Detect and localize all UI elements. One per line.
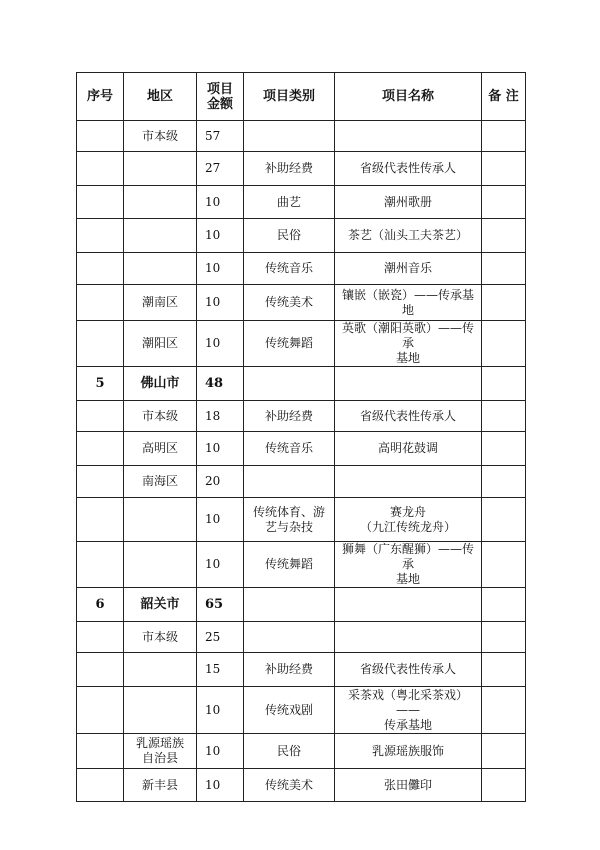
project-name-cell: [335, 588, 482, 622]
project-name-cell-text: 乳源瑶族服饰: [371, 743, 444, 758]
region-cell: [124, 186, 197, 219]
project-name-cell: [335, 186, 482, 219]
table-row: [77, 321, 526, 367]
category-cell: [244, 734, 335, 769]
region-cell: [124, 466, 197, 498]
region-cell: [124, 432, 197, 466]
region-cell-text: 市本级: [141, 408, 178, 423]
amount-cell: [197, 285, 244, 321]
seq-cell: [77, 253, 124, 285]
seq-cell: [77, 588, 124, 622]
project-name-cell-text: 采茶戏（粤北采茶戏）—— 传承基地: [347, 687, 468, 732]
category-cell: [244, 285, 335, 321]
note-cell: [482, 769, 526, 802]
region-cell: [124, 152, 197, 186]
region-cell: [124, 321, 197, 367]
amount-cell: [197, 401, 244, 432]
category-cell-text: 补助经费: [264, 408, 313, 423]
amount-cell: [197, 321, 244, 367]
amount-cell: [197, 367, 244, 401]
seq-cell: [77, 321, 124, 367]
category-cell: [244, 498, 335, 542]
amount-cell: [197, 466, 244, 498]
amount-cell: [197, 121, 244, 152]
header-note: 备 注: [482, 73, 526, 121]
note-cell: [482, 542, 526, 588]
region-cell: [124, 542, 197, 588]
region-cell-text: 潮阳区: [141, 336, 178, 350]
seq-cell: [77, 432, 124, 466]
project-name-cell-text: 狮舞（广东醒狮）——传承 基地: [341, 542, 474, 586]
project-name-cell-text: 省级代表性传承人: [359, 408, 456, 423]
project-name-cell-text: 潮州歌册: [383, 194, 432, 209]
seq-cell: [77, 121, 124, 152]
project-name-cell-text: 镶嵌（嵌瓷）——传承基地: [341, 287, 474, 317]
project-name-cell-text: 赛龙舟 （九江传统龙舟）: [359, 504, 456, 534]
table-row: [77, 219, 526, 253]
category-cell: [244, 186, 335, 219]
amount-cell: [197, 432, 244, 466]
amount-cell-text: 48: [205, 376, 224, 391]
table-row: [77, 152, 526, 186]
category-cell: [244, 152, 335, 186]
region-cell-text: 南海区: [141, 474, 178, 488]
project-name-cell: [335, 734, 482, 769]
region-cell: [124, 401, 197, 432]
category-cell-text: 传统舞蹈: [264, 336, 313, 350]
seq-cell: [77, 653, 124, 687]
note-cell: [482, 687, 526, 734]
category-cell-text: 民俗: [276, 228, 301, 242]
region-cell-text: 市本级: [141, 128, 178, 143]
project-name-cell: [335, 285, 482, 321]
region-cell: [124, 687, 197, 734]
note-cell: [482, 622, 526, 653]
project-name-cell: [335, 498, 482, 542]
note-cell: [482, 321, 526, 367]
project-name-cell: [335, 367, 482, 401]
table-row: [77, 466, 526, 498]
seq-cell: [77, 498, 124, 542]
region-cell: [124, 367, 197, 401]
note-cell: [482, 219, 526, 253]
amount-cell-text: 18: [205, 408, 221, 423]
category-cell: [244, 121, 335, 152]
header-amount: 项目 金额: [197, 73, 244, 121]
project-name-cell: [335, 253, 482, 285]
seq-cell: [77, 542, 124, 588]
amount-cell: [197, 734, 244, 769]
category-cell-text: 民俗: [276, 743, 301, 758]
category-cell: [244, 253, 335, 285]
category-cell: [244, 401, 335, 432]
amount-cell-text: 10: [205, 512, 221, 526]
project-name-cell: [335, 653, 482, 687]
note-cell: [482, 253, 526, 285]
note-cell: [482, 367, 526, 401]
project-name-cell-text: 高明花鼓调: [377, 441, 438, 455]
seq-cell-text: 5: [95, 376, 105, 391]
category-cell-text: 传统体育、游 艺与杂技: [252, 504, 325, 534]
region-cell-text: 高明区: [141, 441, 178, 455]
project-name-cell: [335, 321, 482, 367]
category-cell: [244, 466, 335, 498]
category-cell-text: 传统美术: [264, 777, 313, 792]
amount-cell-text: 10: [205, 702, 221, 717]
note-cell: [482, 734, 526, 769]
amount-cell: [197, 687, 244, 734]
category-cell-text: 曲艺: [276, 194, 301, 209]
seq-cell: [77, 622, 124, 653]
project-name-cell: [335, 687, 482, 734]
region-cell-text: 潮南区: [141, 295, 178, 309]
category-cell: [244, 219, 335, 253]
category-cell: [244, 321, 335, 367]
project-name-cell: [335, 466, 482, 498]
amount-cell-text: 10: [205, 194, 221, 209]
category-cell-text: 传统音乐: [264, 441, 313, 455]
amount-cell-text: 10: [205, 295, 221, 309]
region-cell-text: 韶关市: [140, 597, 180, 612]
project-name-cell-text: 省级代表性传承人: [359, 161, 456, 175]
note-cell: [482, 186, 526, 219]
project-name-cell-text: 潮州音乐: [383, 261, 432, 275]
category-cell-text: 传统音乐: [264, 261, 313, 275]
table-row: [77, 687, 526, 734]
amount-cell-text: 10: [205, 441, 221, 455]
seq-cell: [77, 466, 124, 498]
project-name-cell: [335, 432, 482, 466]
seq-cell: [77, 401, 124, 432]
category-cell: [244, 687, 335, 734]
region-cell: [124, 588, 197, 622]
table-row: [77, 769, 526, 802]
amount-cell: [197, 186, 244, 219]
amount-cell-text: 27: [205, 161, 221, 175]
category-cell-text: 补助经费: [264, 161, 313, 175]
project-name-cell-text: 省级代表性传承人: [359, 662, 456, 676]
seq-cell: [77, 769, 124, 802]
project-name-cell: [335, 152, 482, 186]
seq-cell: [77, 219, 124, 253]
note-cell: [482, 653, 526, 687]
category-cell-text: 传统舞蹈: [264, 557, 313, 571]
amount-cell-text: 57: [205, 128, 221, 143]
table-row: [77, 588, 526, 622]
region-cell: [124, 622, 197, 653]
region-cell: [124, 253, 197, 285]
category-cell: [244, 622, 335, 653]
amount-cell-text: 25: [205, 629, 221, 644]
amount-cell: [197, 219, 244, 253]
category-cell: [244, 769, 335, 802]
amount-cell-text: 10: [205, 336, 221, 350]
header-project-name: 项目名称: [335, 73, 482, 121]
project-name-cell-text: 张田儺印: [383, 777, 432, 792]
amount-cell: [197, 542, 244, 588]
amount-cell-text: 10: [205, 557, 221, 571]
project-name-cell: [335, 542, 482, 588]
header-region: 地区: [124, 73, 197, 121]
note-cell: [482, 498, 526, 542]
project-name-cell-text: 茶艺（汕头工夫茶艺）: [347, 228, 468, 242]
note-cell: [482, 401, 526, 432]
category-cell-text: 补助经费: [264, 662, 313, 676]
region-cell-text: 市本级: [141, 629, 178, 644]
amount-cell-text: 15: [205, 662, 221, 676]
table-row: [77, 285, 526, 321]
table-row: [77, 498, 526, 542]
category-cell: [244, 542, 335, 588]
project-name-cell: [335, 622, 482, 653]
amount-cell-text: 10: [205, 743, 221, 758]
project-name-cell: [335, 219, 482, 253]
header-category: 项目类别: [244, 73, 335, 121]
seq-cell: [77, 734, 124, 769]
project-name-cell-text: 英歌（潮阳英歌）——传承 基地: [341, 321, 474, 365]
seq-cell: [77, 367, 124, 401]
project-name-cell: [335, 769, 482, 802]
note-cell: [482, 432, 526, 466]
amount-cell-text: 10: [205, 261, 221, 275]
category-cell-text: 传统美术: [264, 295, 313, 309]
category-cell: [244, 653, 335, 687]
amount-cell-text: 10: [205, 777, 221, 792]
amount-cell: [197, 253, 244, 285]
category-cell: [244, 367, 335, 401]
region-cell-text: 新丰县: [141, 777, 178, 792]
amount-cell: [197, 653, 244, 687]
note-cell: [482, 588, 526, 622]
table-row: [77, 432, 526, 466]
seq-cell-text: 6: [95, 597, 105, 612]
project-name-cell: [335, 121, 482, 152]
table-row: [77, 367, 526, 401]
amount-cell-text: 10: [205, 228, 221, 242]
region-cell: [124, 769, 197, 802]
category-cell: [244, 432, 335, 466]
table-row: [77, 121, 526, 152]
table-row: [77, 734, 526, 769]
header-row: [77, 73, 526, 121]
region-cell: [124, 653, 197, 687]
category-cell: [244, 588, 335, 622]
header-seq: 序号: [77, 73, 124, 121]
amount-cell: [197, 588, 244, 622]
seq-cell: [77, 687, 124, 734]
note-cell: [482, 152, 526, 186]
amount-cell: [197, 622, 244, 653]
region-cell: [124, 121, 197, 152]
region-cell-text: 乳源瑶族 自治县: [135, 736, 184, 765]
category-cell-text: 传统戏剧: [264, 702, 313, 717]
table-row: [77, 653, 526, 687]
region-cell: [124, 734, 197, 769]
table-row: [77, 253, 526, 285]
amount-cell-text: 65: [205, 597, 224, 612]
note-cell: [482, 121, 526, 152]
table-row: [77, 622, 526, 653]
region-cell-text: 佛山市: [140, 376, 180, 391]
table-row: [77, 542, 526, 588]
funding-table: [76, 72, 526, 802]
amount-cell: [197, 498, 244, 542]
region-cell: [124, 219, 197, 253]
seq-cell: [77, 285, 124, 321]
note-cell: [482, 285, 526, 321]
table-row: [77, 186, 526, 219]
project-name-cell: [335, 401, 482, 432]
region-cell: [124, 285, 197, 321]
note-cell: [482, 466, 526, 498]
amount-cell-text: 20: [205, 474, 221, 488]
seq-cell: [77, 186, 124, 219]
seq-cell: [77, 152, 124, 186]
table-row: [77, 401, 526, 432]
amount-cell: [197, 152, 244, 186]
region-cell: [124, 498, 197, 542]
amount-cell: [197, 769, 244, 802]
